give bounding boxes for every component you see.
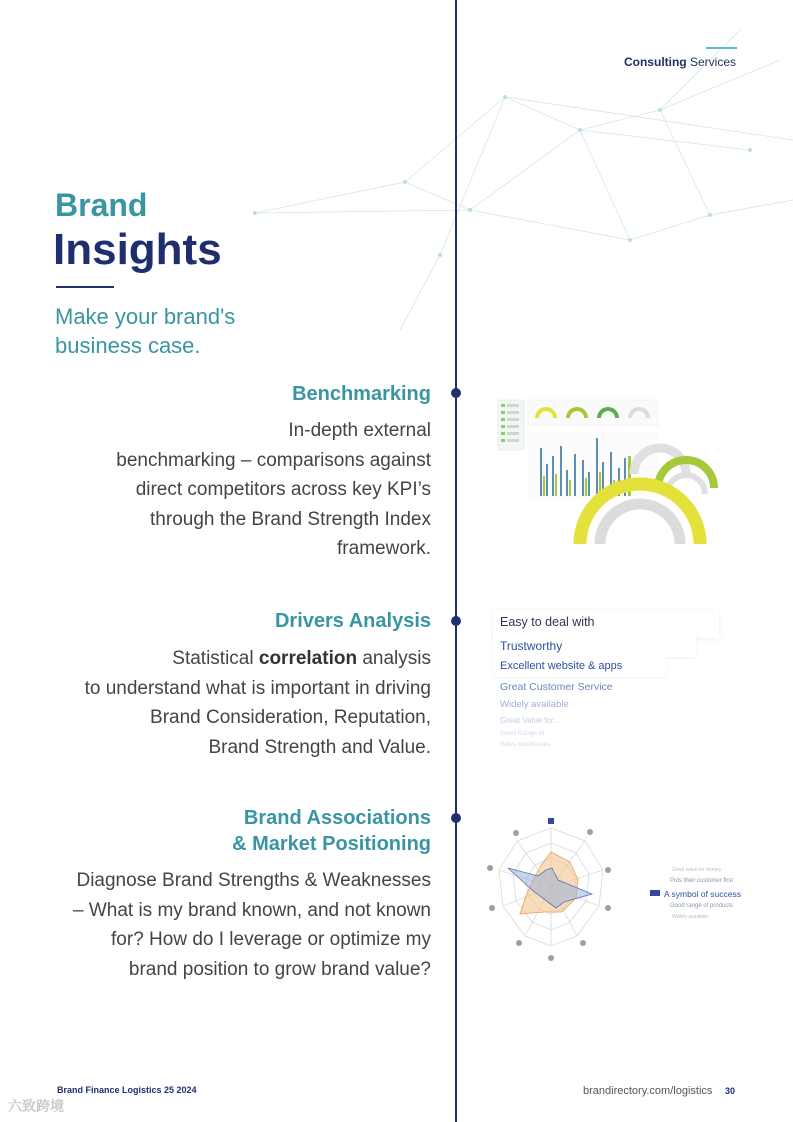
body-line: In-depth external — [288, 420, 431, 441]
driver-item: Sales businesses — [500, 741, 551, 748]
tagline-line-1: Make your brand's — [55, 304, 236, 329]
body-line: through the Brand Strength Index — [150, 508, 431, 530]
header-label-rest: Services — [686, 55, 736, 69]
timeline-dot-associations — [451, 813, 461, 823]
body-line: framework. — [337, 538, 431, 559]
footer-report-title: Brand Finance Logistics 25 2024 — [57, 1085, 197, 1095]
tagline — [55, 302, 315, 360]
footer-page-number: 30 — [725, 1086, 736, 1096]
driver-item: Great Customer Service — [500, 681, 613, 693]
section-heading-line: Benchmarking — [292, 383, 431, 405]
body-line: – What is my brand known, and not known — [72, 899, 431, 921]
driver-item: Easy to deal with — [500, 615, 595, 629]
section-heading-drivers — [275, 608, 431, 634]
body-prefix: Statistical — [172, 648, 259, 669]
footer-url-link[interactable]: brandirectory.com/logistics — [583, 1085, 713, 1097]
body-line: Diagnose Brand Strengths & Weaknesses — [76, 870, 431, 891]
body-line: direct competitors across key KPI’s — [135, 479, 431, 500]
body-bold-word: correlation — [258, 648, 358, 669]
header-label-strong: Consulting — [623, 55, 687, 69]
tagline-line-2: business case. — [55, 333, 201, 358]
section-body-drivers — [85, 644, 431, 762]
legend-item: Good value for money — [672, 867, 722, 873]
section-body-associations — [73, 866, 431, 984]
title-insights: Insights — [53, 225, 222, 274]
section-heading-associations — [232, 805, 431, 857]
driver-item: Widely available — [500, 699, 569, 710]
body-line-first — [85, 644, 431, 674]
body-line: benchmarking – comparisons against — [116, 449, 431, 471]
driver-item: Trustworthy — [500, 639, 563, 653]
timeline-dot-drivers — [451, 616, 461, 626]
section-heading-line: Drivers Analysis — [274, 610, 431, 632]
driver-item: Great Value for... — [500, 716, 560, 725]
timeline-line — [455, 0, 457, 1122]
body-line: brand position to grow brand value? — [128, 958, 431, 980]
title-rule — [56, 286, 114, 288]
driver-item: Excellent website & apps — [500, 660, 623, 672]
drivers-list-image — [493, 608, 727, 768]
body-line: to understand what is important in driving — [84, 677, 431, 699]
section-heading-line: & Market Positioning — [232, 833, 431, 855]
benchmarking-dashboard-image — [492, 396, 724, 548]
legend-item: Puts their customer first — [670, 878, 734, 884]
network-decoration — [240, 0, 793, 340]
body-suffix: analysis — [357, 648, 431, 669]
driver-item: Good Range of — [500, 730, 545, 737]
title-brand: Brand — [55, 187, 148, 223]
section-heading-benchmarking — [292, 381, 431, 407]
header-rule — [706, 47, 737, 49]
body-line: Brand Consideration, Reputation, — [150, 707, 431, 728]
body-line: for? How do I leverage or optimize my — [111, 929, 431, 950]
radar-legend — [648, 865, 758, 925]
legend-item: Widely available — [672, 914, 709, 920]
header-section-label — [624, 55, 736, 69]
section-heading-line: Brand Associations — [243, 807, 431, 829]
radar-chart-image — [478, 810, 626, 975]
watermark-logo: 六致跨境 — [8, 1098, 64, 1114]
section-body-benchmarking — [116, 416, 431, 564]
legend-item-highlight: A symbol of success — [664, 889, 742, 899]
body-line: Brand Strength and Value. — [208, 736, 431, 758]
legend-item: Good range of products — [670, 903, 734, 909]
timeline-dot-benchmarking — [451, 388, 461, 398]
legend-marker-icon — [650, 890, 660, 896]
